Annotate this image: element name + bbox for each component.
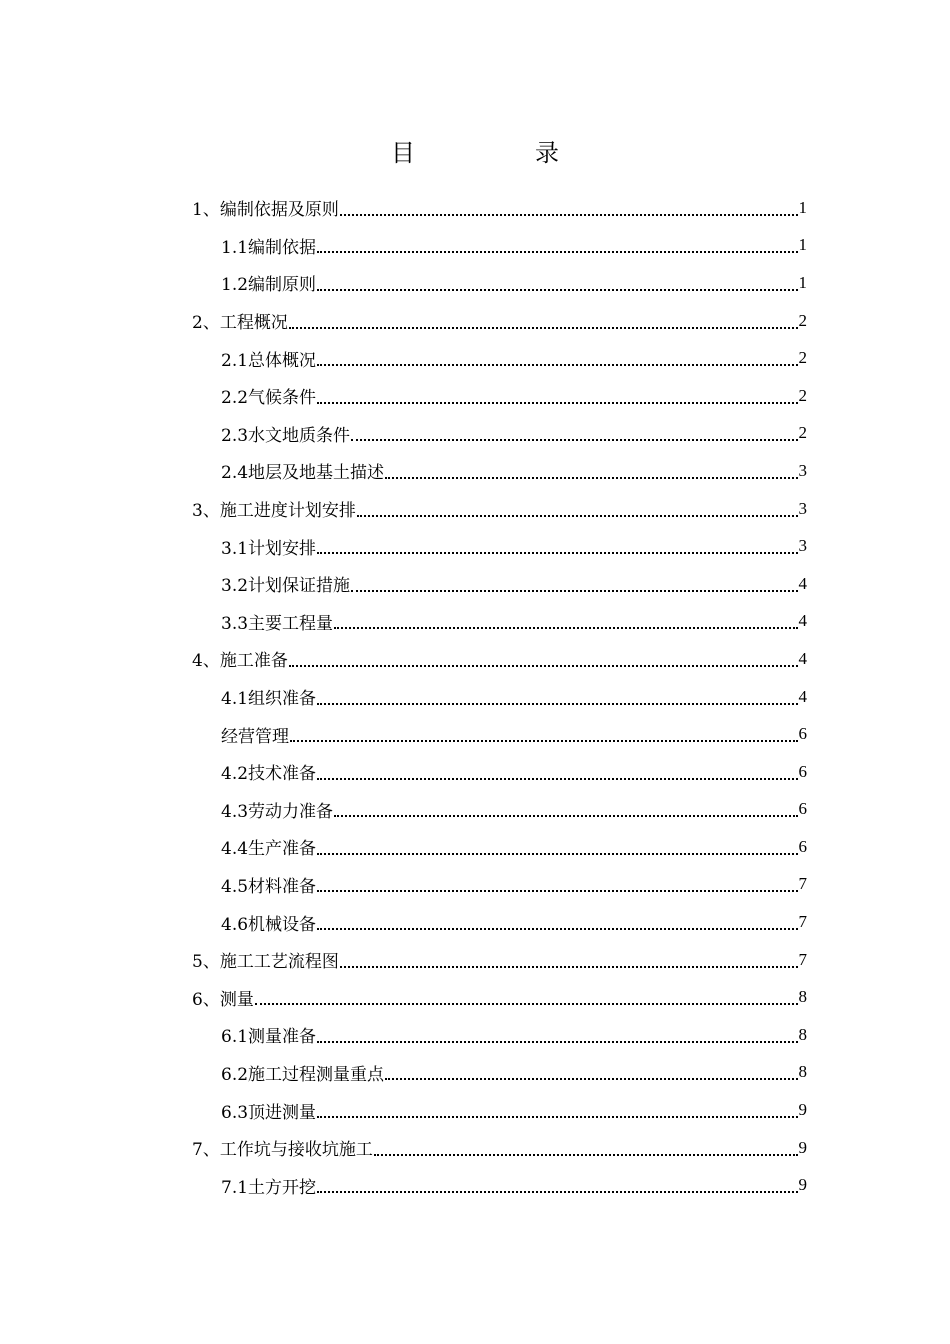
toc-entry[interactable] [0,941,950,979]
toc-entry-page-number: 2 [798,310,807,330]
toc-dot-leader [317,703,797,705]
toc-entry[interactable] [0,302,950,340]
toc-entry-label: 3.3主要工程量 [221,613,334,634]
toc-entry[interactable] [0,452,950,490]
toc-entry-label: 2.1总体概况 [221,350,317,371]
toc-entry[interactable] [0,1091,950,1129]
toc-dot-leader [317,890,797,892]
toc-entry-page-number: 6 [798,799,807,819]
toc-entry-label: 2.3水文地质条件 [221,425,351,446]
toc-entry-label: 1.2编制原则 [221,275,317,296]
toc-entry[interactable] [0,527,950,565]
toc-entry[interactable] [0,490,950,528]
toc-dot-leader [357,515,798,517]
toc-entry-page-number: 3 [798,498,807,518]
toc-dot-leader [317,402,797,404]
toc-entry-label: 7、工作坑与接收坑施工 [192,1140,373,1161]
toc-entry-page-number: 8 [798,987,807,1007]
toc-entry-label: 4.5材料准备 [221,876,317,897]
toc-entry-label: 6、测量 [192,989,254,1010]
toc-dot-leader [317,778,797,780]
toc-dot-leader [317,251,797,253]
toc-dot-leader [317,1191,797,1193]
toc-dot-leader [317,289,797,291]
toc-dot-leader [374,1154,798,1156]
toc-dot-leader [385,1078,797,1080]
toc-entry-label: 6.1测量准备 [221,1027,317,1048]
toc-entry[interactable] [0,715,950,753]
toc-entry-page-number: 8 [798,1062,807,1082]
toc-entry-page-number: 9 [798,1175,807,1195]
toc-entry[interactable] [0,1129,950,1167]
toc-entry-label: 1、编制依据及原则 [192,200,339,221]
toc-entry-page-number: 1 [798,272,807,292]
toc-dot-leader [289,327,798,329]
toc-dot-leader [351,439,797,441]
toc-entry-page-number: 2 [798,385,807,405]
toc-dot-leader [351,590,797,592]
toc-entry-label: 6.2施工过程测量重点 [221,1064,385,1085]
toc-dot-leader [334,815,797,817]
toc-entry[interactable] [0,1054,950,1092]
toc-entry-label: 6.3顶进测量 [221,1102,317,1123]
toc-entry-label: 经营管理 [221,726,289,747]
toc-entry-page-number: 8 [798,1024,807,1044]
toc-entry[interactable] [0,339,950,377]
toc-dot-leader [317,1116,797,1118]
toc-dot-leader [317,364,797,366]
toc-entry-label: 3.1计划安排 [221,538,317,559]
toc-dot-leader [317,853,797,855]
toc-entry-page-number: 3 [798,536,807,556]
toc-entry-label: 4.1组织准备 [221,689,317,710]
toc-dot-leader [255,1003,798,1005]
toc-entry[interactable] [0,377,950,415]
toc-entry-page-number: 7 [798,912,807,932]
toc-entry-page-number: 6 [798,724,807,744]
toc-entry-label: 2.2气候条件 [221,388,317,409]
toc-dot-leader [340,214,798,216]
toc-entry-label: 4.2技术准备 [221,764,317,785]
toc-entry[interactable] [0,828,950,866]
toc-entry-label: 2.4地层及地基土描述 [221,463,385,484]
toc-entry[interactable] [0,227,950,265]
toc-entry-page-number: 7 [798,949,807,969]
toc-entry-label: 4.4生产准备 [221,839,317,860]
toc-entry-page-number: 9 [798,1100,807,1120]
toc-dot-leader [340,966,798,968]
toc-entry-page-number: 2 [798,348,807,368]
toc-list [0,189,950,1204]
toc-dot-leader [334,627,797,629]
toc-entry-label: 7.1土方开挖 [221,1177,317,1198]
toc-dot-leader [317,928,797,930]
toc-dot-leader [317,552,797,554]
toc-entry-label: 3、施工进度计划安排 [192,501,356,522]
toc-entry[interactable] [0,264,950,302]
toc-entry[interactable] [0,978,950,1016]
toc-entry[interactable] [0,791,950,829]
toc-dot-leader [289,665,798,667]
toc-entry-label: 4、施工准备 [192,651,288,672]
toc-entry-page-number: 7 [798,874,807,894]
toc-entry-page-number: 4 [798,648,807,668]
toc-entry[interactable] [0,753,950,791]
toc-entry-label: 4.6机械设备 [221,914,317,935]
toc-dot-leader [385,477,797,479]
toc-entry[interactable] [0,415,950,453]
toc-entry-page-number: 4 [798,611,807,631]
toc-entry[interactable] [0,1016,950,1054]
toc-entry-page-number: 6 [798,761,807,781]
toc-entry[interactable] [0,640,950,678]
toc-dot-leader [317,1041,797,1043]
toc-entry[interactable] [0,603,950,641]
toc-entry-page-number: 1 [798,197,807,217]
toc-entry-label: 1.1编制依据 [221,237,317,258]
toc-entry[interactable] [0,189,950,227]
toc-entry-page-number: 1 [798,235,807,255]
toc-entry-page-number: 9 [798,1137,807,1157]
toc-entry[interactable] [0,1166,950,1204]
toc-entry-page-number: 6 [798,836,807,856]
toc-title: 目 录 [391,139,607,167]
toc-entry-label: 4.3劳动力准备 [221,801,334,822]
toc-entry-label: 3.2计划保证措施 [221,576,351,597]
toc-dot-leader [290,740,798,742]
toc-entry[interactable] [0,678,950,716]
toc-entry-page-number: 4 [798,686,807,706]
toc-entry[interactable] [0,565,950,603]
toc-entry-page-number: 4 [798,573,807,593]
toc-entry[interactable] [0,903,950,941]
toc-entry[interactable] [0,866,950,904]
toc-entry-label: 5、施工工艺流程图 [192,952,339,973]
toc-entry-page-number: 3 [798,460,807,480]
toc-entry-page-number: 2 [798,423,807,443]
toc-entry-label: 2、工程概况 [192,313,288,334]
